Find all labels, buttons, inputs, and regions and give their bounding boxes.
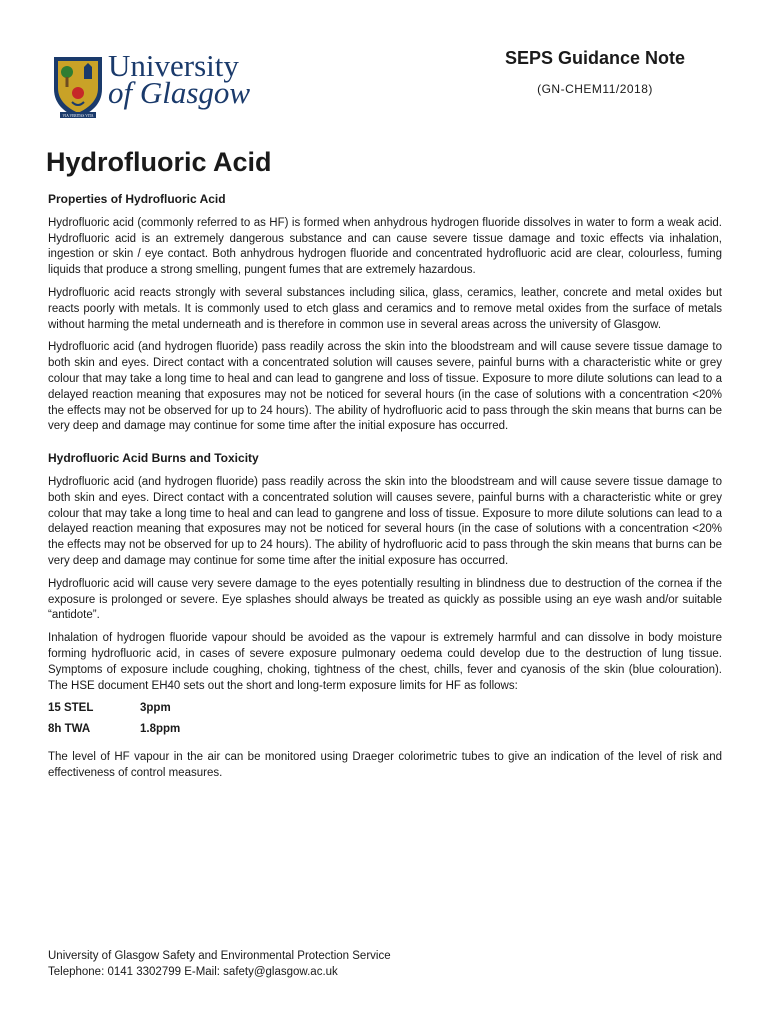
paragraph: Inhalation of hydrogen fluoride vapour should be avoided as the vapour is extremely harmful and can dissolve in body moisture forming hydrofluoric acid, in cases of severe exposure pulmonary oedema could develop due to the destruction of lung tissue. Symptoms of exposure include coughing, choking, tightness of the chest, chills, fever and cyanosis of the skin (blue colouration). The HSE document EH40 sets out the short and long-term exposure limits for HF as follows: <box>48 632 722 692</box>
university-logo <box>48 48 263 122</box>
exposure-limits-table <box>48 701 180 743</box>
university-crest-icon <box>52 55 104 119</box>
page-footer <box>48 948 391 980</box>
logo-wordmark <box>108 48 251 110</box>
paragraph: Hydrofluoric acid (commonly referred to as HF) is formed when anhydrous hydrogen fluoride dissolves in water to form a weak acid. Hydrofluoric acid is an extremely dangerous substance and can cause severe tissue damage and toxic effects via inhalation, ingestion or skin / eye contact. Both anhydrous hydrogen fluoride and concentrated hydrofluoric acid are clear, colourless, fuming liquids that produce a strong smelling, pungent fumes that are extremely hazardous. <box>48 216 722 277</box>
paragraph: Hydrofluoric acid reacts strongly with several substances including silica, glass, ceramics, leather, concrete and metal oxides but reacts poorly with metals. It is commonly used to etch glass and ceramics and to remove metal oxides from the surface of metals without harming the metal underneath and is therefore in common use in several areas across the university of Glasgow. <box>48 286 722 331</box>
limit-name: 8h TWA <box>48 723 91 736</box>
paragraph: The level of HF vapour in the air can be monitored using Draeger colorimetric tubes to give an indication of the level of risk and effectiveness of control measures. <box>48 750 722 779</box>
footer-line-2: Telephone: 0141 3302799 E-Mail: safety@glasgow.ac.uk <box>48 966 338 978</box>
section-heading-burns-toxicity: Hydrofluoric Acid Burns and Toxicity <box>48 451 259 466</box>
document-body <box>48 192 722 789</box>
logo-line-1: University <box>108 48 239 83</box>
paragraph: Hydrofluoric acid will cause very severe damage to the eyes potentially resulting in blindness due to destruction of the cornea if the exposure is prolonged or severe. Eye splashes should always be treated as quickly as possible using an eye wash and/or suitable “antidote”. <box>48 577 722 622</box>
table-row <box>48 722 180 743</box>
limit-value: 1.8ppm <box>140 723 181 736</box>
limit-name: 15 STEL <box>48 702 94 715</box>
section-heading-properties: Properties of Hydrofluoric Acid <box>48 192 226 206</box>
footer-line-1: University of Glasgow Safety and Environmental Protection Service <box>48 950 391 962</box>
guidance-note-code: (GN-CHEM11/2018) <box>537 82 653 96</box>
table-row <box>48 701 180 722</box>
document-title: Hydrofluoric Acid <box>46 147 272 177</box>
logo-line-2: of Glasgow <box>108 75 251 110</box>
limit-value: 3ppm <box>140 702 171 715</box>
guidance-note-title: SEPS Guidance Note <box>504 48 686 68</box>
paragraph: Hydrofluoric acid (and hydrogen fluoride) pass readily across the skin into the bloodstream and will cause severe tissue damage to both skin and eyes. Direct contact with a concentrated solution will causes severe, painful burns with a characteristic white or grey colour that may take a long time to heal and can lead to gangrene and loss of tissue. Exposure to more dilute solutions can lead to a delayed reaction meaning that exposures may not be noticed for several hours (in the case of solutions with a concentration <20% the effects may not be observed for up to 24 hours). The ability of hydrofluoric acid to pass through the skin means that burns can be very deep and damage may continue for some time after the initial exposure has occurred. <box>48 475 722 567</box>
paragraph: Hydrofluoric acid (and hydrogen fluoride) pass readily across the skin into the bloodstream and will cause severe tissue damage to both skin and eyes. Direct contact with a concentrated solution will causes severe, painful burns with a characteristic white or grey colour that may take a long time to heal and can lead to gangrene and loss of tissue. Exposure to more dilute solutions can lead to a delayed reaction meaning that exposures may not be noticed for several hours (in the case of solutions with a concentration <20% the effects may not be observed for up to 24 hours). The ability of hydrofluoric acid to pass through the skin means that burns can be very deep and damage may continue for some time after the initial exposure has occurred. <box>48 341 722 433</box>
logo-motto: VIA VERITAS VITA <box>62 114 94 118</box>
